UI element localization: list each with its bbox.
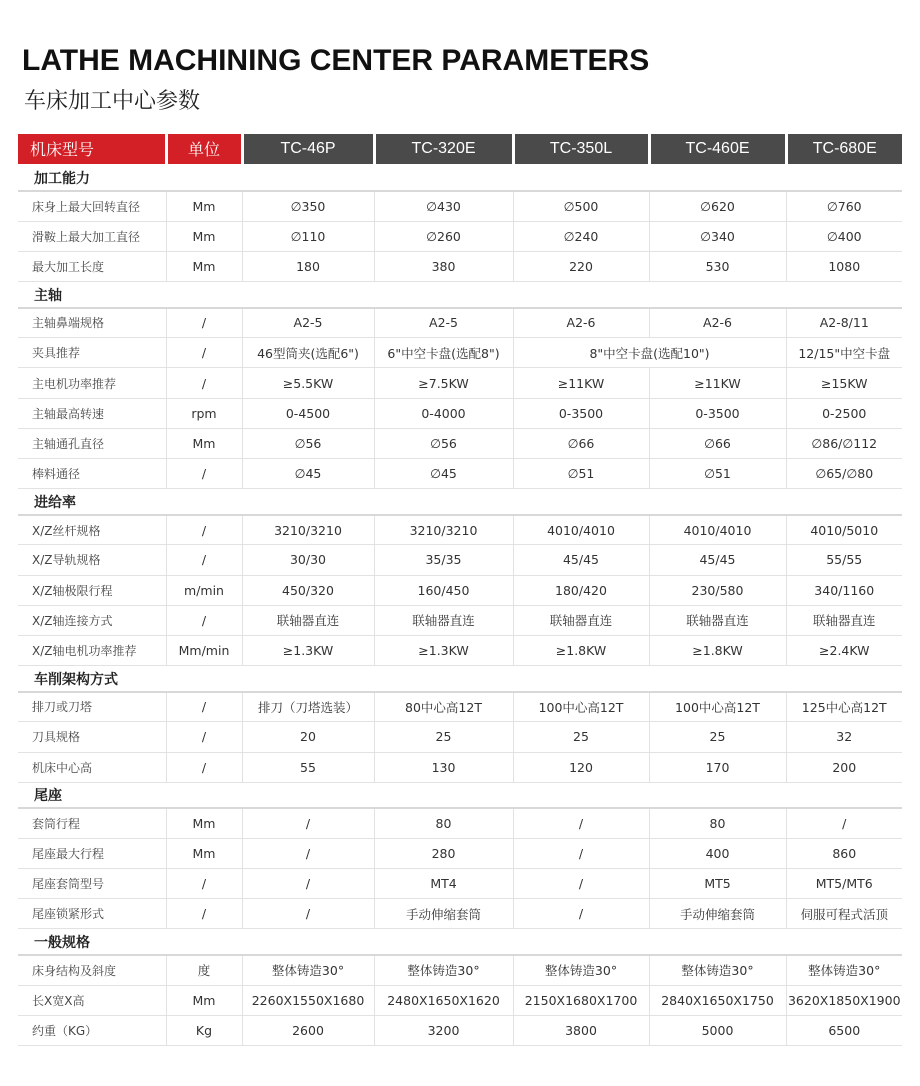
row-label: 排刀或刀塔 [18, 692, 166, 722]
table-row [18, 635, 902, 665]
value-cell: ∅56 [242, 428, 374, 458]
value-cell: A2-5 [242, 308, 374, 338]
value-cell: MT5 [649, 869, 786, 899]
header-label-cell: 机床型号 [18, 134, 166, 165]
value-cell: ∅51 [649, 459, 786, 489]
header-model-cell: TC-350L [513, 134, 649, 165]
table-row [18, 869, 902, 899]
row-unit: / [166, 722, 242, 752]
value-cell: 6"中空卡盘(选配8") [374, 338, 513, 368]
table-row [18, 605, 902, 635]
value-cell: ∅500 [513, 191, 649, 221]
table-row [18, 838, 902, 868]
value-cell: 100中心高12T [649, 692, 786, 722]
value-cell: 0-4500 [242, 398, 374, 428]
value-cell: 2150X1680X1700 [513, 985, 649, 1015]
value-cell: ≥1.3KW [374, 635, 513, 665]
header-model-cell: TC-320E [374, 134, 513, 165]
row-label: 床身结构及斜度 [18, 955, 166, 985]
value-cell: 80 [649, 808, 786, 838]
row-label: X/Z轴极限行程 [18, 575, 166, 605]
section-row [18, 489, 902, 515]
value-cell: 3210/3210 [374, 515, 513, 545]
row-label: 滑鞍上最大加工直径 [18, 221, 166, 251]
value-cell: 6500 [786, 1015, 902, 1045]
value-cell: ∅400 [786, 221, 902, 251]
value-cell: / [242, 838, 374, 868]
value-cell: A2-6 [649, 308, 786, 338]
value-cell: 联轴器直连 [242, 605, 374, 635]
value-cell: 4010/4010 [649, 515, 786, 545]
row-label: X/Z丝杆规格 [18, 515, 166, 545]
row-unit: / [166, 459, 242, 489]
value-cell: 整体铸造30° [786, 955, 902, 985]
value-cell: 手动伸缩套筒 [649, 899, 786, 929]
row-label: X/Z导轨规格 [18, 545, 166, 575]
row-label: X/Z轴电机功率推荐 [18, 635, 166, 665]
row-label: 主轴通孔直径 [18, 428, 166, 458]
value-cell: 2480X1650X1620 [374, 985, 513, 1015]
value-cell: / [513, 899, 649, 929]
row-label: X/Z轴连接方式 [18, 605, 166, 635]
value-cell: ∅86/∅112 [786, 428, 902, 458]
value-cell: 0-3500 [649, 398, 786, 428]
row-label: 约重（KG） [18, 1015, 166, 1045]
table-row [18, 692, 902, 722]
row-label: 棒料通径 [18, 459, 166, 489]
table-row [18, 985, 902, 1015]
table-row [18, 428, 902, 458]
value-cell: 30/30 [242, 545, 374, 575]
value-cell: 20 [242, 722, 374, 752]
value-cell: ∅66 [649, 428, 786, 458]
table-row [18, 575, 902, 605]
value-cell: ∅56 [374, 428, 513, 458]
table-row [18, 338, 902, 368]
row-unit: / [166, 515, 242, 545]
section-row [18, 929, 902, 955]
section-row [18, 165, 902, 191]
row-unit: 度 [166, 955, 242, 985]
value-cell: 1080 [786, 251, 902, 281]
value-cell: 380 [374, 251, 513, 281]
value-cell: 55/55 [786, 545, 902, 575]
section-row [18, 782, 902, 808]
row-unit: Mm [166, 428, 242, 458]
value-cell: 0-3500 [513, 398, 649, 428]
value-cell: 170 [649, 752, 786, 782]
value-cell: 25 [513, 722, 649, 752]
table-row [18, 808, 902, 838]
value-cell: ∅430 [374, 191, 513, 221]
value-cell: 2600 [242, 1015, 374, 1045]
value-cell: ≥7.5KW [374, 368, 513, 398]
section-title: 主轴 [18, 282, 902, 308]
header-unit-cell: 单位 [166, 134, 242, 165]
value-cell: MT5/MT6 [786, 869, 902, 899]
value-cell: / [786, 808, 902, 838]
value-cell: ≥1.3KW [242, 635, 374, 665]
row-unit: Mm/min [166, 635, 242, 665]
row-unit: Mm [166, 838, 242, 868]
row-unit: Mm [166, 191, 242, 221]
row-label: 夹具推荐 [18, 338, 166, 368]
row-label: 尾座锁紧形式 [18, 899, 166, 929]
value-cell: 55 [242, 752, 374, 782]
value-cell: ≥1.8KW [649, 635, 786, 665]
value-cell: 联轴器直连 [786, 605, 902, 635]
value-cell: 手动伸缩套筒 [374, 899, 513, 929]
table-row [18, 955, 902, 985]
page-title-en: LATHE MACHINING CENTER PARAMETERS [22, 44, 650, 77]
value-cell: 12/15"中空卡盘 [786, 338, 902, 368]
value-cell: 530 [649, 251, 786, 281]
row-unit: Mm [166, 251, 242, 281]
value-cell: ∅65/∅80 [786, 459, 902, 489]
value-cell: ∅45 [242, 459, 374, 489]
row-unit: Mm [166, 221, 242, 251]
value-cell: / [242, 899, 374, 929]
row-unit: / [166, 545, 242, 575]
value-cell: ∅51 [513, 459, 649, 489]
value-cell: ∅260 [374, 221, 513, 251]
value-cell: 280 [374, 838, 513, 868]
row-label: 尾座最大行程 [18, 838, 166, 868]
value-cell: 排刀（刀塔选装） [242, 692, 374, 722]
value-cell: A2-5 [374, 308, 513, 338]
section-row [18, 282, 902, 308]
value-cell: 860 [786, 838, 902, 868]
value-cell: ≥15KW [786, 368, 902, 398]
row-unit: / [166, 605, 242, 635]
section-title: 车削架构方式 [18, 666, 902, 692]
value-cell: ≥2.4KW [786, 635, 902, 665]
value-cell: 25 [374, 722, 513, 752]
table-row [18, 515, 902, 545]
table-row [18, 398, 902, 428]
row-label: 刀具规格 [18, 722, 166, 752]
table-row [18, 722, 902, 752]
value-cell: 25 [649, 722, 786, 752]
page-title-cn: 车床加工中心参数 [24, 89, 201, 114]
value-cell: 整体铸造30° [649, 955, 786, 985]
table-row [18, 545, 902, 575]
row-label: 床身上最大回转直径 [18, 191, 166, 221]
value-cell: ∅66 [513, 428, 649, 458]
value-cell: 联轴器直连 [513, 605, 649, 635]
value-cell: 45/45 [649, 545, 786, 575]
row-label: 套筒行程 [18, 808, 166, 838]
value-cell: 整体铸造30° [513, 955, 649, 985]
row-label: 主轴最高转速 [18, 398, 166, 428]
row-label: 长X宽X高 [18, 985, 166, 1015]
value-cell: 80中心高12T [374, 692, 513, 722]
row-unit: / [166, 899, 242, 929]
row-unit: / [166, 692, 242, 722]
table-row [18, 308, 902, 338]
value-cell: 8"中空卡盘(选配10") [513, 338, 786, 368]
row-unit: / [166, 308, 242, 338]
value-cell: 联轴器直连 [374, 605, 513, 635]
value-cell: ≥11KW [649, 368, 786, 398]
row-unit: Mm [166, 808, 242, 838]
value-cell: 3200 [374, 1015, 513, 1045]
row-unit: / [166, 869, 242, 899]
table-row [18, 251, 902, 281]
section-title: 一般规格 [18, 929, 902, 955]
value-cell: ≥11KW [513, 368, 649, 398]
value-cell: 450/320 [242, 575, 374, 605]
value-cell: / [513, 808, 649, 838]
value-cell: 46型筒夹(选配6") [242, 338, 374, 368]
value-cell: / [242, 808, 374, 838]
value-cell: ∅620 [649, 191, 786, 221]
parameters-table [18, 134, 902, 1046]
value-cell: / [513, 838, 649, 868]
table-row [18, 899, 902, 929]
value-cell: ≥5.5KW [242, 368, 374, 398]
value-cell: 100中心高12T [513, 692, 649, 722]
value-cell: ∅760 [786, 191, 902, 221]
value-cell: 230/580 [649, 575, 786, 605]
header-row [18, 134, 902, 165]
value-cell: ∅340 [649, 221, 786, 251]
value-cell: ∅350 [242, 191, 374, 221]
header-model-cell: TC-46P [242, 134, 374, 165]
table-row [18, 368, 902, 398]
value-cell: 45/45 [513, 545, 649, 575]
value-cell: ∅45 [374, 459, 513, 489]
value-cell: ∅240 [513, 221, 649, 251]
value-cell: 整体铸造30° [242, 955, 374, 985]
table-row [18, 191, 902, 221]
value-cell: 220 [513, 251, 649, 281]
section-title: 加工能力 [18, 165, 902, 191]
row-unit: rpm [166, 398, 242, 428]
value-cell: / [513, 869, 649, 899]
row-label: 尾座套筒型号 [18, 869, 166, 899]
row-label: 机床中心高 [18, 752, 166, 782]
value-cell: 32 [786, 722, 902, 752]
value-cell: 80 [374, 808, 513, 838]
value-cell: 3800 [513, 1015, 649, 1045]
value-cell: 4010/4010 [513, 515, 649, 545]
table-row [18, 1015, 902, 1045]
value-cell: 3210/3210 [242, 515, 374, 545]
table-row [18, 752, 902, 782]
section-row [18, 666, 902, 692]
row-label: 主轴鼻端规格 [18, 308, 166, 338]
value-cell: 400 [649, 838, 786, 868]
value-cell: 2840X1650X1750 [649, 985, 786, 1015]
row-label: 最大加工长度 [18, 251, 166, 281]
value-cell: 4010/5010 [786, 515, 902, 545]
value-cell: ∅110 [242, 221, 374, 251]
table-body [18, 165, 902, 1046]
value-cell: 180/420 [513, 575, 649, 605]
section-title: 尾座 [18, 782, 902, 808]
row-unit: / [166, 338, 242, 368]
value-cell: 120 [513, 752, 649, 782]
value-cell: 联轴器直连 [649, 605, 786, 635]
value-cell: 伺服可程式活顶 [786, 899, 902, 929]
section-title: 进给率 [18, 489, 902, 515]
value-cell: 2260X1550X1680 [242, 985, 374, 1015]
row-unit: Mm [166, 985, 242, 1015]
row-unit: m/min [166, 575, 242, 605]
value-cell: 整体铸造30° [374, 955, 513, 985]
header-model-cell: TC-680E [786, 134, 902, 165]
value-cell: A2-6 [513, 308, 649, 338]
value-cell: 3620X1850X1900 [786, 985, 902, 1015]
table-row [18, 221, 902, 251]
table-row [18, 459, 902, 489]
value-cell: 180 [242, 251, 374, 281]
header-model-cell: TC-460E [649, 134, 786, 165]
value-cell: 340/1160 [786, 575, 902, 605]
row-unit: Kg [166, 1015, 242, 1045]
value-cell: 5000 [649, 1015, 786, 1045]
value-cell: 125中心高12T [786, 692, 902, 722]
value-cell: 0-4000 [374, 398, 513, 428]
value-cell: 200 [786, 752, 902, 782]
row-unit: / [166, 368, 242, 398]
value-cell: 0-2500 [786, 398, 902, 428]
value-cell: ≥1.8KW [513, 635, 649, 665]
value-cell: A2-8/11 [786, 308, 902, 338]
value-cell: / [242, 869, 374, 899]
value-cell: 160/450 [374, 575, 513, 605]
row-label: 主电机功率推荐 [18, 368, 166, 398]
value-cell: 35/35 [374, 545, 513, 575]
value-cell: MT4 [374, 869, 513, 899]
value-cell: 130 [374, 752, 513, 782]
row-unit: / [166, 752, 242, 782]
